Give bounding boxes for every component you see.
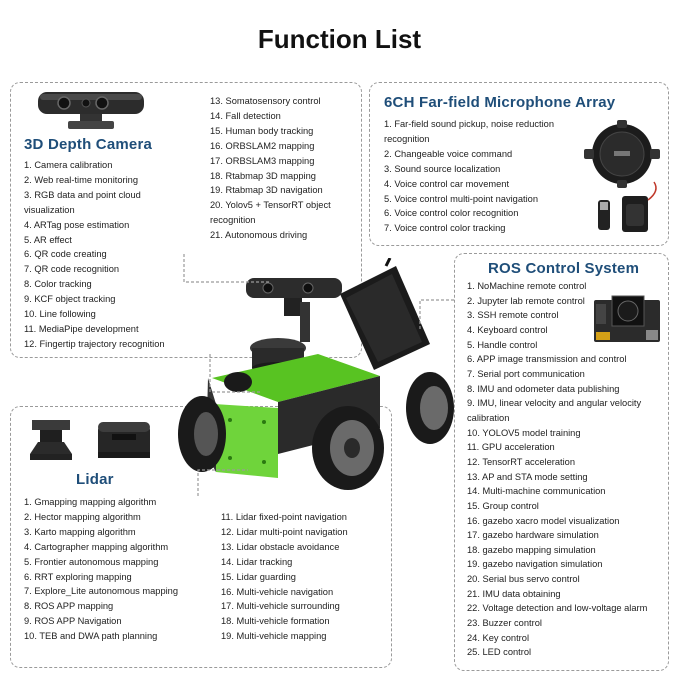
list-item: 2. Web real-time monitoring [24,174,139,185]
list-item: 16. gazebo xacro model visualization [467,515,620,526]
list-item: 1. Gmapping mapping algorithm [24,497,157,507]
list-item: 13. Lidar obstacle avoidance [221,541,340,552]
list-item: 14. Fall detection [210,110,281,121]
list-item: 5. Handle control [467,339,538,350]
list-item: 8. Color tracking [24,279,92,290]
list-item: 8. ROS APP mapping [24,601,114,612]
list-item: 23. Buzzer control [467,618,542,629]
list-item: 8. IMU and odometer data publishing [467,383,620,394]
list-item: 9. KCF object tracking [24,294,116,305]
list-item: 16. Multi-vehicle navigation [221,586,334,597]
list-item: 21. IMU data obtaining [467,588,561,599]
list-item: 5. Voice control multi-point navigation [384,193,539,204]
list-item: 10. TEB and DWA path planning [24,631,158,642]
list-item: 20. Yolov5 + TensorRT object recognition [210,200,331,226]
list-item: 14. Lidar tracking [221,556,293,567]
list-item: 1. Far-field sound pickup, noise reduction recognition [384,119,555,144]
list-item: 17. gazebo hardware simulation [467,530,599,541]
list-item: 18. gazebo mapping simulation [467,544,596,555]
depth-camera-title: 3D Depth Camera [24,136,153,153]
list-item: 3. RGB data and point cloud visualization [24,189,141,215]
list-item: 3. SSH remote control [467,310,559,321]
list-item: 18. Multi-vehicle formation [221,616,330,627]
list-item: 4. Voice control car movement [384,178,510,189]
list-item: 1. NoMachine remote control [467,281,587,291]
list-item: 6. Voice control color recognition [384,208,519,219]
list-item: 7. QR code recognition [24,264,120,275]
list-item: 19. gazebo navigation simulation [467,559,603,570]
list-item: 4. Cartographer mapping algorithm [24,541,169,552]
list-item: 15. Human body tracking [210,125,314,136]
list-item: 19. Multi-vehicle mapping [221,631,327,642]
list-item: 5. Frontier autonomous mapping [24,556,159,567]
list-item: 11. GPU acceleration [467,442,555,453]
list-item: 25. LED control [467,647,532,658]
list-item: 18. Rtabmap 3D mapping [210,170,316,181]
list-item: 12. TensorRT acceleration [467,456,576,467]
list-item: 2. Changeable voice command [384,148,513,159]
list-item: 4. Keyboard control [467,324,548,335]
list-item: 10. Line following [24,309,96,320]
list-item: 21. Autonomous driving [210,230,308,241]
list-item: 11. Lidar fixed-point navigation [221,512,347,522]
list-item: 22. Voltage detection and low-voltage alarm [467,603,648,614]
list-item: 9. IMU, linear velocity and angular velocity calibration [467,398,642,423]
page-title: Function List [257,24,422,54]
list-item: 17. ORBSLAM3 mapping [210,155,315,166]
list-item: 11. MediaPipe development [24,323,139,334]
list-item: 14. Multi-machine communication [467,486,606,497]
list-item: 3. Sound source localization [384,163,501,174]
list-item: 24. Key control [467,632,530,643]
list-item: 2. Hector mapping algorithm [24,511,141,522]
list-item: 15. Lidar guarding [221,571,296,582]
list-item: 12. Fingertip trajectory recognition [24,338,165,349]
list-item: 7. Voice control color tracking [384,223,506,234]
ros-title: ROS Control System [488,260,640,277]
list-item: 20. Serial bus servo control [467,574,580,585]
microphone-title: 6CH Far-field Microphone Array [384,94,616,111]
list-item: 5. AR effect [24,234,72,245]
list-item: 9. ROS APP Navigation [24,616,122,627]
lidar-title: Lidar [76,471,114,488]
list-item: 4. ARTag pose estimation [24,219,130,230]
list-item: 19. Rtabmap 3D navigation [210,185,323,196]
list-item: 6. APP image transmission and control [467,354,627,365]
list-item: 13. AP and STA mode setting [467,471,588,482]
list-item: 6. QR code creating [24,249,107,260]
list-item: 13. Somatosensory control [210,96,321,106]
list-item: 1. Camera calibration [24,160,113,170]
list-item: 16. ORBSLAM2 mapping [210,140,315,151]
list-item: 17. Multi-vehicle surrounding [221,601,340,612]
list-item: 2. Jupyter lab remote control [467,295,585,306]
list-item: 15. Group control [467,500,539,511]
list-item: 7. Serial port communication [467,368,585,379]
list-item: 7. Explore_Lite autonomous mapping [24,586,179,597]
list-item: 10. YOLOV5 model training [467,427,581,438]
list-item: 12. Lidar multi-point navigation [221,526,348,537]
list-item: 3. Karto mapping algorithm [24,526,136,537]
list-item: 6. RRT exploring mapping [24,571,132,582]
